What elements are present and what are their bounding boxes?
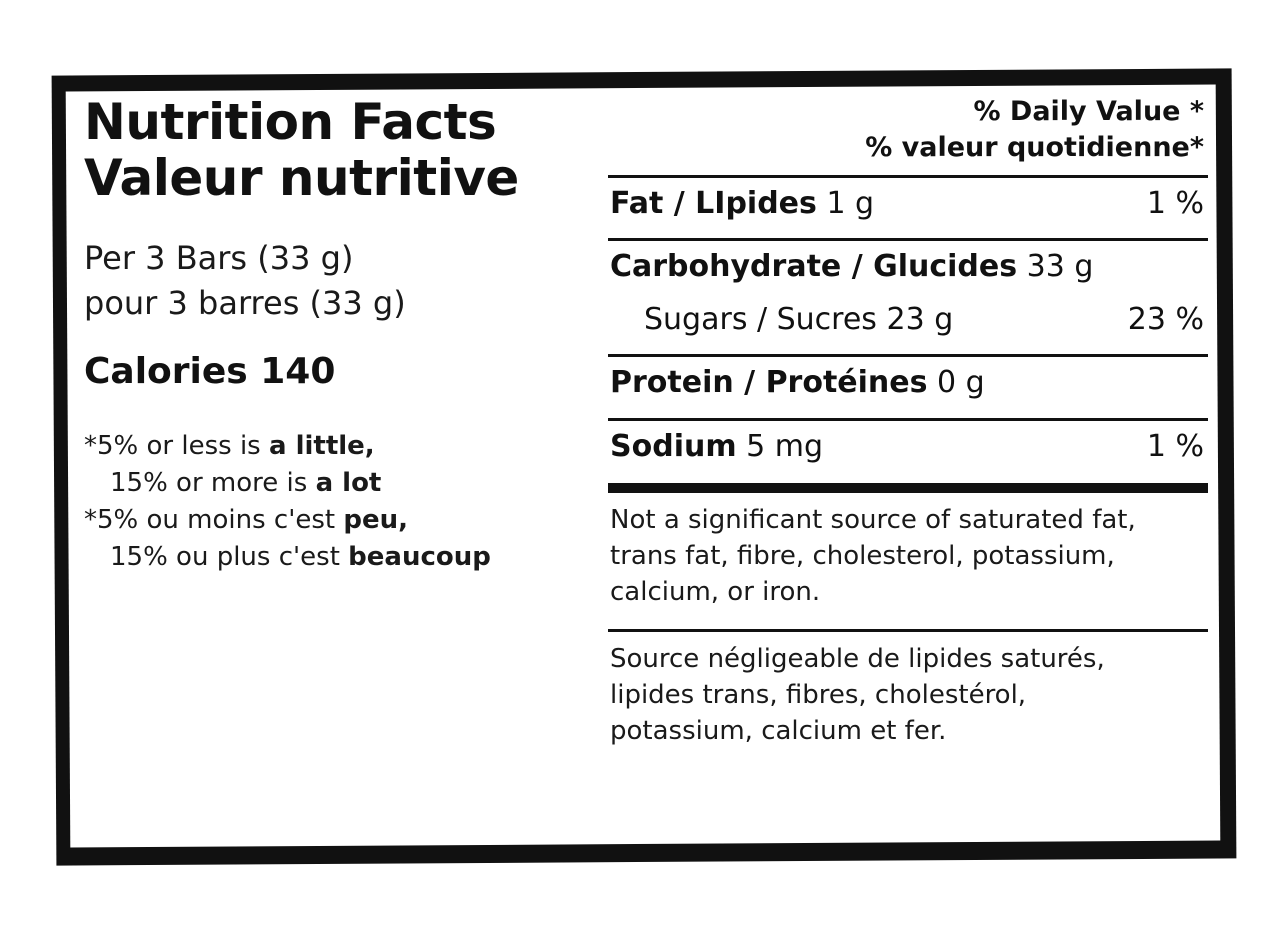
nutrient-amount-sodium: 5 mg: [746, 428, 824, 464]
footnote-line-4: 15% ou plus c'est beaucoup: [110, 541, 491, 572]
nutrient-percent-fat: 1 %: [1146, 185, 1204, 221]
not-significant-french-line-1: Source négligeable de lipides saturés,: [610, 644, 1105, 674]
footnote-line-3: *5% ou moins c'est peu,: [84, 504, 408, 535]
nutrient-name-protein: Protein / Protéines: [610, 365, 928, 401]
left-column: [84, 94, 604, 576]
nutrient-row-protein: [608, 357, 1208, 410]
nutrient-amount-protein: 0 g: [937, 365, 985, 401]
nutrient-name-carbohydrate: Carbohydrate / Glucides: [610, 249, 1018, 285]
nutrition-facts-panel: [54, 72, 1234, 862]
nutrient-row-sodium: [608, 421, 1208, 474]
daily-value-header-french: % valeur quotidienne*: [865, 132, 1204, 164]
nutrient-label-protein: [610, 364, 985, 402]
nutrient-amount-carbohydrate: 33 g: [1026, 249, 1094, 285]
nutrient-percent-sugars: 23 %: [1127, 301, 1204, 337]
nutrient-row-carbohydrate: [608, 241, 1208, 294]
title-english: Nutrition Facts: [84, 93, 497, 151]
not-significant-english-line-1: Not a significant source of saturated fat,: [610, 505, 1136, 536]
nutrient-name-fat: Fat / LIpides: [610, 185, 817, 221]
serving-size: [84, 236, 604, 327]
footnote-line-1: *5% or less is a little,: [84, 430, 375, 461]
nutrient-name-sugars: Sugars / Sucres: [644, 301, 877, 337]
divider-thick: [608, 483, 1208, 493]
nutrient-row-sugars: [608, 294, 1208, 347]
nutrient-name-sodium: Sodium: [610, 428, 737, 464]
daily-value-header-english: % Daily Value *: [973, 96, 1204, 127]
nutrient-amount-sugars: 23 g: [886, 301, 954, 337]
nutrient-label-carbohydrate: [610, 248, 1093, 286]
not-significant-french: [608, 632, 1208, 760]
nutrient-label-sugars: [610, 301, 953, 339]
not-significant-english: [608, 493, 1208, 621]
not-significant-english-line-3: calcium, or iron.: [610, 577, 821, 608]
nutrient-percent-sodium: 1 %: [1146, 428, 1204, 464]
not-significant-french-line-3: potassium, calcium et fer.: [610, 715, 947, 746]
daily-value-header: [608, 94, 1208, 167]
title-french: Valeur nutritive: [84, 149, 519, 207]
footnotes: [84, 428, 604, 576]
nutrient-label-fat: [610, 185, 874, 223]
not-significant-french-line-2: lipides trans, fibres, cholestérol,: [610, 679, 1027, 710]
nutrient-label-sodium: [610, 428, 823, 466]
footnote-line-2: 15% or more is a lot: [110, 467, 382, 498]
right-column: [608, 94, 1208, 760]
not-significant-english-line-2: trans fat, fibre, cholesterol, potassium,: [610, 541, 1115, 572]
nutrient-amount-fat: 1 g: [826, 185, 875, 221]
calories-value: Calories 140: [84, 350, 336, 392]
nutrient-row-fat: [608, 178, 1208, 231]
serving-size-french: pour 3 barres (33 g): [84, 284, 406, 323]
panel-content: [84, 94, 1208, 842]
serving-size-english: Per 3 Bars (33 g): [84, 239, 354, 277]
